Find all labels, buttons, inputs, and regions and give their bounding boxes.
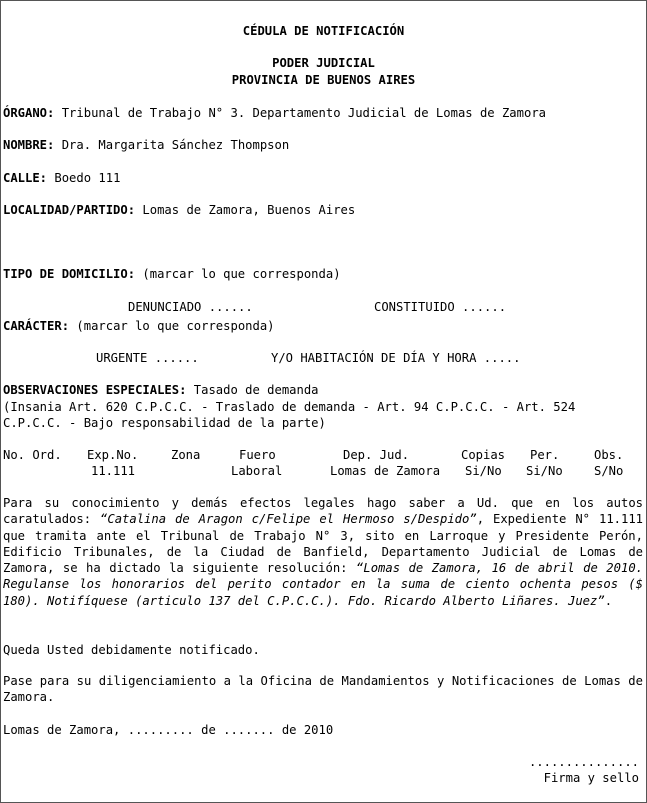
paragraph-intro: Para su conocimiento y demás efectos legales hago saber a Ud. que en los autos caratulados: xyxy=(3,496,643,527)
observaciones-field xyxy=(3,382,319,398)
caracter-label: CARÁCTER: xyxy=(3,319,70,333)
tipo-label: TIPO DE DOMICILIO: xyxy=(3,267,136,281)
tipo-hint: (marcar lo que corresponda) xyxy=(142,267,341,281)
localidad-value: Lomas de Zamora, Buenos Aires xyxy=(142,203,356,217)
calle-field xyxy=(3,170,120,186)
table-cell-obs: S/No xyxy=(594,464,624,478)
header-line-2: PROVINCIA DE BUENOS AIRES xyxy=(231,73,416,87)
table-cell-per: Si/No xyxy=(526,464,563,478)
habitacion-option: Y/O HABITACIÓN DE DÍA Y HORA ..... xyxy=(271,351,521,365)
denunciado-option: DENUNCIADO ...... xyxy=(128,300,253,314)
nombre-label: NOMBRE: xyxy=(3,138,55,152)
signature-label: Firma y sello xyxy=(543,771,639,785)
date-line: Lomas de Zamora, ......... de ....... de 2010 xyxy=(3,723,334,737)
obs-line-2: (Insania Art. 620 C.P.C.C. - Traslado de demanda - Art. 94 C.P.C.C. - Art. 524 xyxy=(3,400,576,414)
urgente-option: URGENTE ...... xyxy=(96,351,199,365)
paragraph-end: . xyxy=(604,593,613,608)
caratula-text: “Catalina de Aragon c/Felipe el Hermoso s/Despido” xyxy=(100,512,477,527)
main-paragraph xyxy=(3,495,643,609)
localidad-label: LOCALIDAD/PARTIDO: xyxy=(3,203,136,217)
table-cell-exp-no: 11.111 xyxy=(91,464,136,478)
table-cell-dep-jud: Lomas de Zamora xyxy=(330,464,441,478)
calle-value: Boedo 111 xyxy=(54,171,121,185)
table-header-no-ord: No. Ord. xyxy=(3,448,62,462)
nombre-field xyxy=(3,137,289,153)
table-header-dep-jud: Dep. Jud. xyxy=(343,448,410,462)
notificado-text: Queda Usted debidamente notificado. xyxy=(3,643,260,657)
resolucion-text: “Lomas de Zamora, 16 de abril de 2010. Regulanse los honorarios del perito contador en la suma de ciento ochenta pesos ($ 180). Notifíquese (articulo 137 del C.P.C.C.). Fdo. Ricardo Alberto Liñares. Juez” xyxy=(3,561,643,608)
caracter-hint: (marcar lo que corresponda) xyxy=(76,319,275,333)
nombre-value: Dra. Margarita Sánchez Thompson xyxy=(61,138,290,152)
organo-label: ÓRGANO: xyxy=(3,106,55,120)
pase-paragraph: Pase para su diligenciamiento a la Oficina de Mandamientos y Notificaciones de Lomas de Zamora. xyxy=(3,674,643,705)
header-line-1: PODER JUDICIAL xyxy=(272,56,375,70)
tipo-domicilio-field xyxy=(3,266,341,282)
table-cell-copias: Si/No xyxy=(465,464,502,478)
obs-value: Tasado de demanda xyxy=(193,383,319,397)
table-header-per: Per. xyxy=(530,448,560,462)
obs-line-3: C.P.C.C. - Bajo responsabilidad de la parte) xyxy=(3,416,326,430)
table-header-zona: Zona xyxy=(171,448,201,462)
organo-field xyxy=(3,105,546,121)
table-header-copias: Copias xyxy=(461,448,506,462)
constituido-option: CONSTITUIDO ...... xyxy=(374,300,507,314)
localidad-field xyxy=(3,202,355,218)
table-cell-fuero: Laboral xyxy=(231,464,283,478)
organo-value: Tribunal de Trabajo N° 3. Departamento Judicial de Lomas de Zamora xyxy=(61,106,546,120)
calle-label: CALLE: xyxy=(3,171,48,185)
signature-dots: ............... xyxy=(528,755,639,769)
table-header-exp-no: Exp.No. xyxy=(87,448,139,462)
paragraph-middle: , Expediente N° 11.111 que tramita ante el Tribunal de Trabajo N° 3, sito en Larroque y Presidente Perón, Edificio Tribunales, de la Ciudad de Banfield, Departamento Judicial de Lomas de Zamora, se ha dictado la siguiente resolución: xyxy=(3,512,644,576)
caracter-field xyxy=(3,318,275,334)
table-header-obs: Obs. xyxy=(594,448,624,462)
document-title: CÉDULA DE NOTIFICACIÓN xyxy=(242,24,405,38)
obs-label: OBSERVACIONES ESPECIALES: xyxy=(3,383,187,397)
table-header-fuero: Fuero xyxy=(239,448,276,462)
